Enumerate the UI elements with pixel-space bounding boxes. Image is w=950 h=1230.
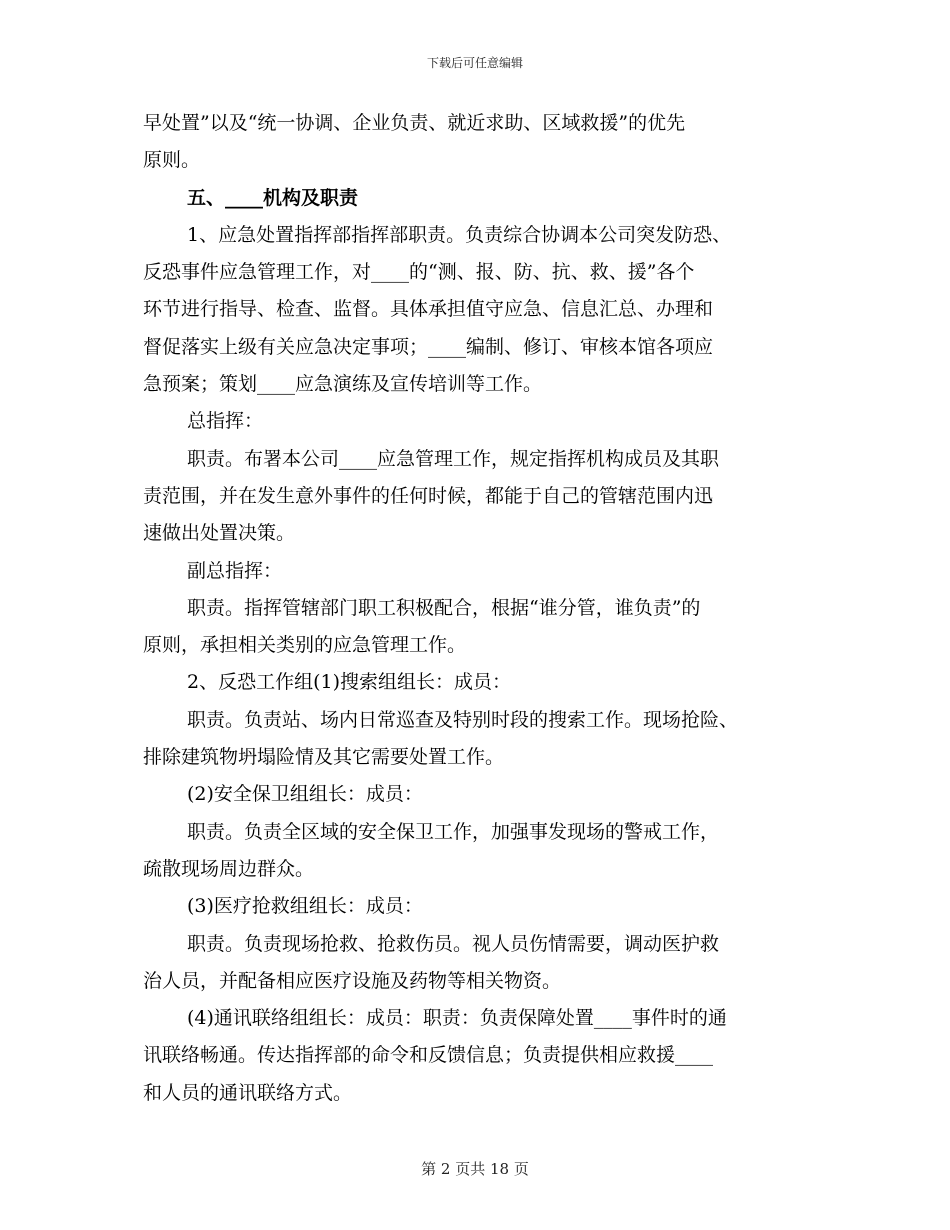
- section-heading: 五、____机构及职责: [187, 186, 359, 209]
- paragraph-line: 排除建筑物坍塌险情及其它需要处置工作。: [143, 746, 505, 769]
- paragraph-line: 职责。负责现场抢救、抢救伤员。视人员伤情需要，调动医护救: [187, 932, 720, 955]
- paragraph-line: (4)通讯联络组组长：成员：职责：负责保障处置____事件时的通: [187, 1007, 727, 1030]
- subheading-line: 副总指挥：: [187, 559, 283, 582]
- subheading-line: 总指挥：: [187, 410, 264, 433]
- paragraph-line: 职责。负责全区域的安全保卫工作，加强事发现场的警戒工作，: [187, 820, 720, 843]
- page-footer: 第 2 页共 18 页: [421, 1160, 529, 1178]
- paragraph-line: (2)安全保卫组组长：成员：: [187, 783, 423, 806]
- paragraph-line: 速做出处置决策。: [143, 522, 296, 545]
- paragraph-line: 责范围，并在发生意外事件的任何时候，都能于自己的管辖范围内迅: [143, 484, 714, 507]
- paragraph-line: 督促落实上级有关应急决定事项；____编制、修订、审核本馆各项应: [143, 335, 714, 358]
- paragraph-line: 反恐事件应急管理工作，对____的“测、报、防、抗、救、援”各个: [143, 261, 695, 284]
- paragraph-line: 2、反恐工作组(1)搜索组组长：成员：: [187, 671, 512, 694]
- paragraph-line: 急预案；策划____应急演练及宣传培训等工作。: [143, 373, 543, 396]
- paragraph-line: 职责。指挥管辖部门职工积极配合，根据“谁分管，谁负责”的: [187, 596, 701, 619]
- paragraph-line: 1、应急处置指挥部指挥部职责。负责综合协调本公司突发防恐、: [187, 223, 732, 246]
- paragraph-line: (3)医疗抢救组组长：成员：: [187, 895, 423, 918]
- paragraph-line: 职责。负责站、场内日常巡查及特别时段的搜索工作。现场抢险、: [187, 708, 739, 731]
- paragraph-line: 环节进行指导、检查、监督。具体承担值守应急、信息汇总、办理和: [143, 298, 714, 321]
- paragraph-line: 原则，承担相关类别的应急管理工作。: [143, 634, 467, 657]
- paragraph-line: 职责。布署本公司____应急管理工作，规定指挥机构成员及其职: [187, 447, 720, 470]
- page-header: 下载后可任意编辑: [426, 56, 523, 70]
- paragraph-line: 讯联络畅通。传达指挥部的命令和反馈信息；负责提供相应救援____: [143, 1044, 714, 1067]
- document-body: [143, 105, 805, 1112]
- paragraph-line: 治人员，并配备相应医疗设施及药物等相关物资。: [143, 969, 562, 992]
- paragraph-line: 疏散现场周边群众。: [143, 857, 315, 880]
- paragraph-line: 早处置”以及“统一协调、企业负责、就近求助、区域救援”的优先: [143, 112, 686, 134]
- paragraph-line: 原则。: [143, 149, 201, 172]
- paragraph-line: 和人员的通讯联络方式。: [143, 1081, 353, 1104]
